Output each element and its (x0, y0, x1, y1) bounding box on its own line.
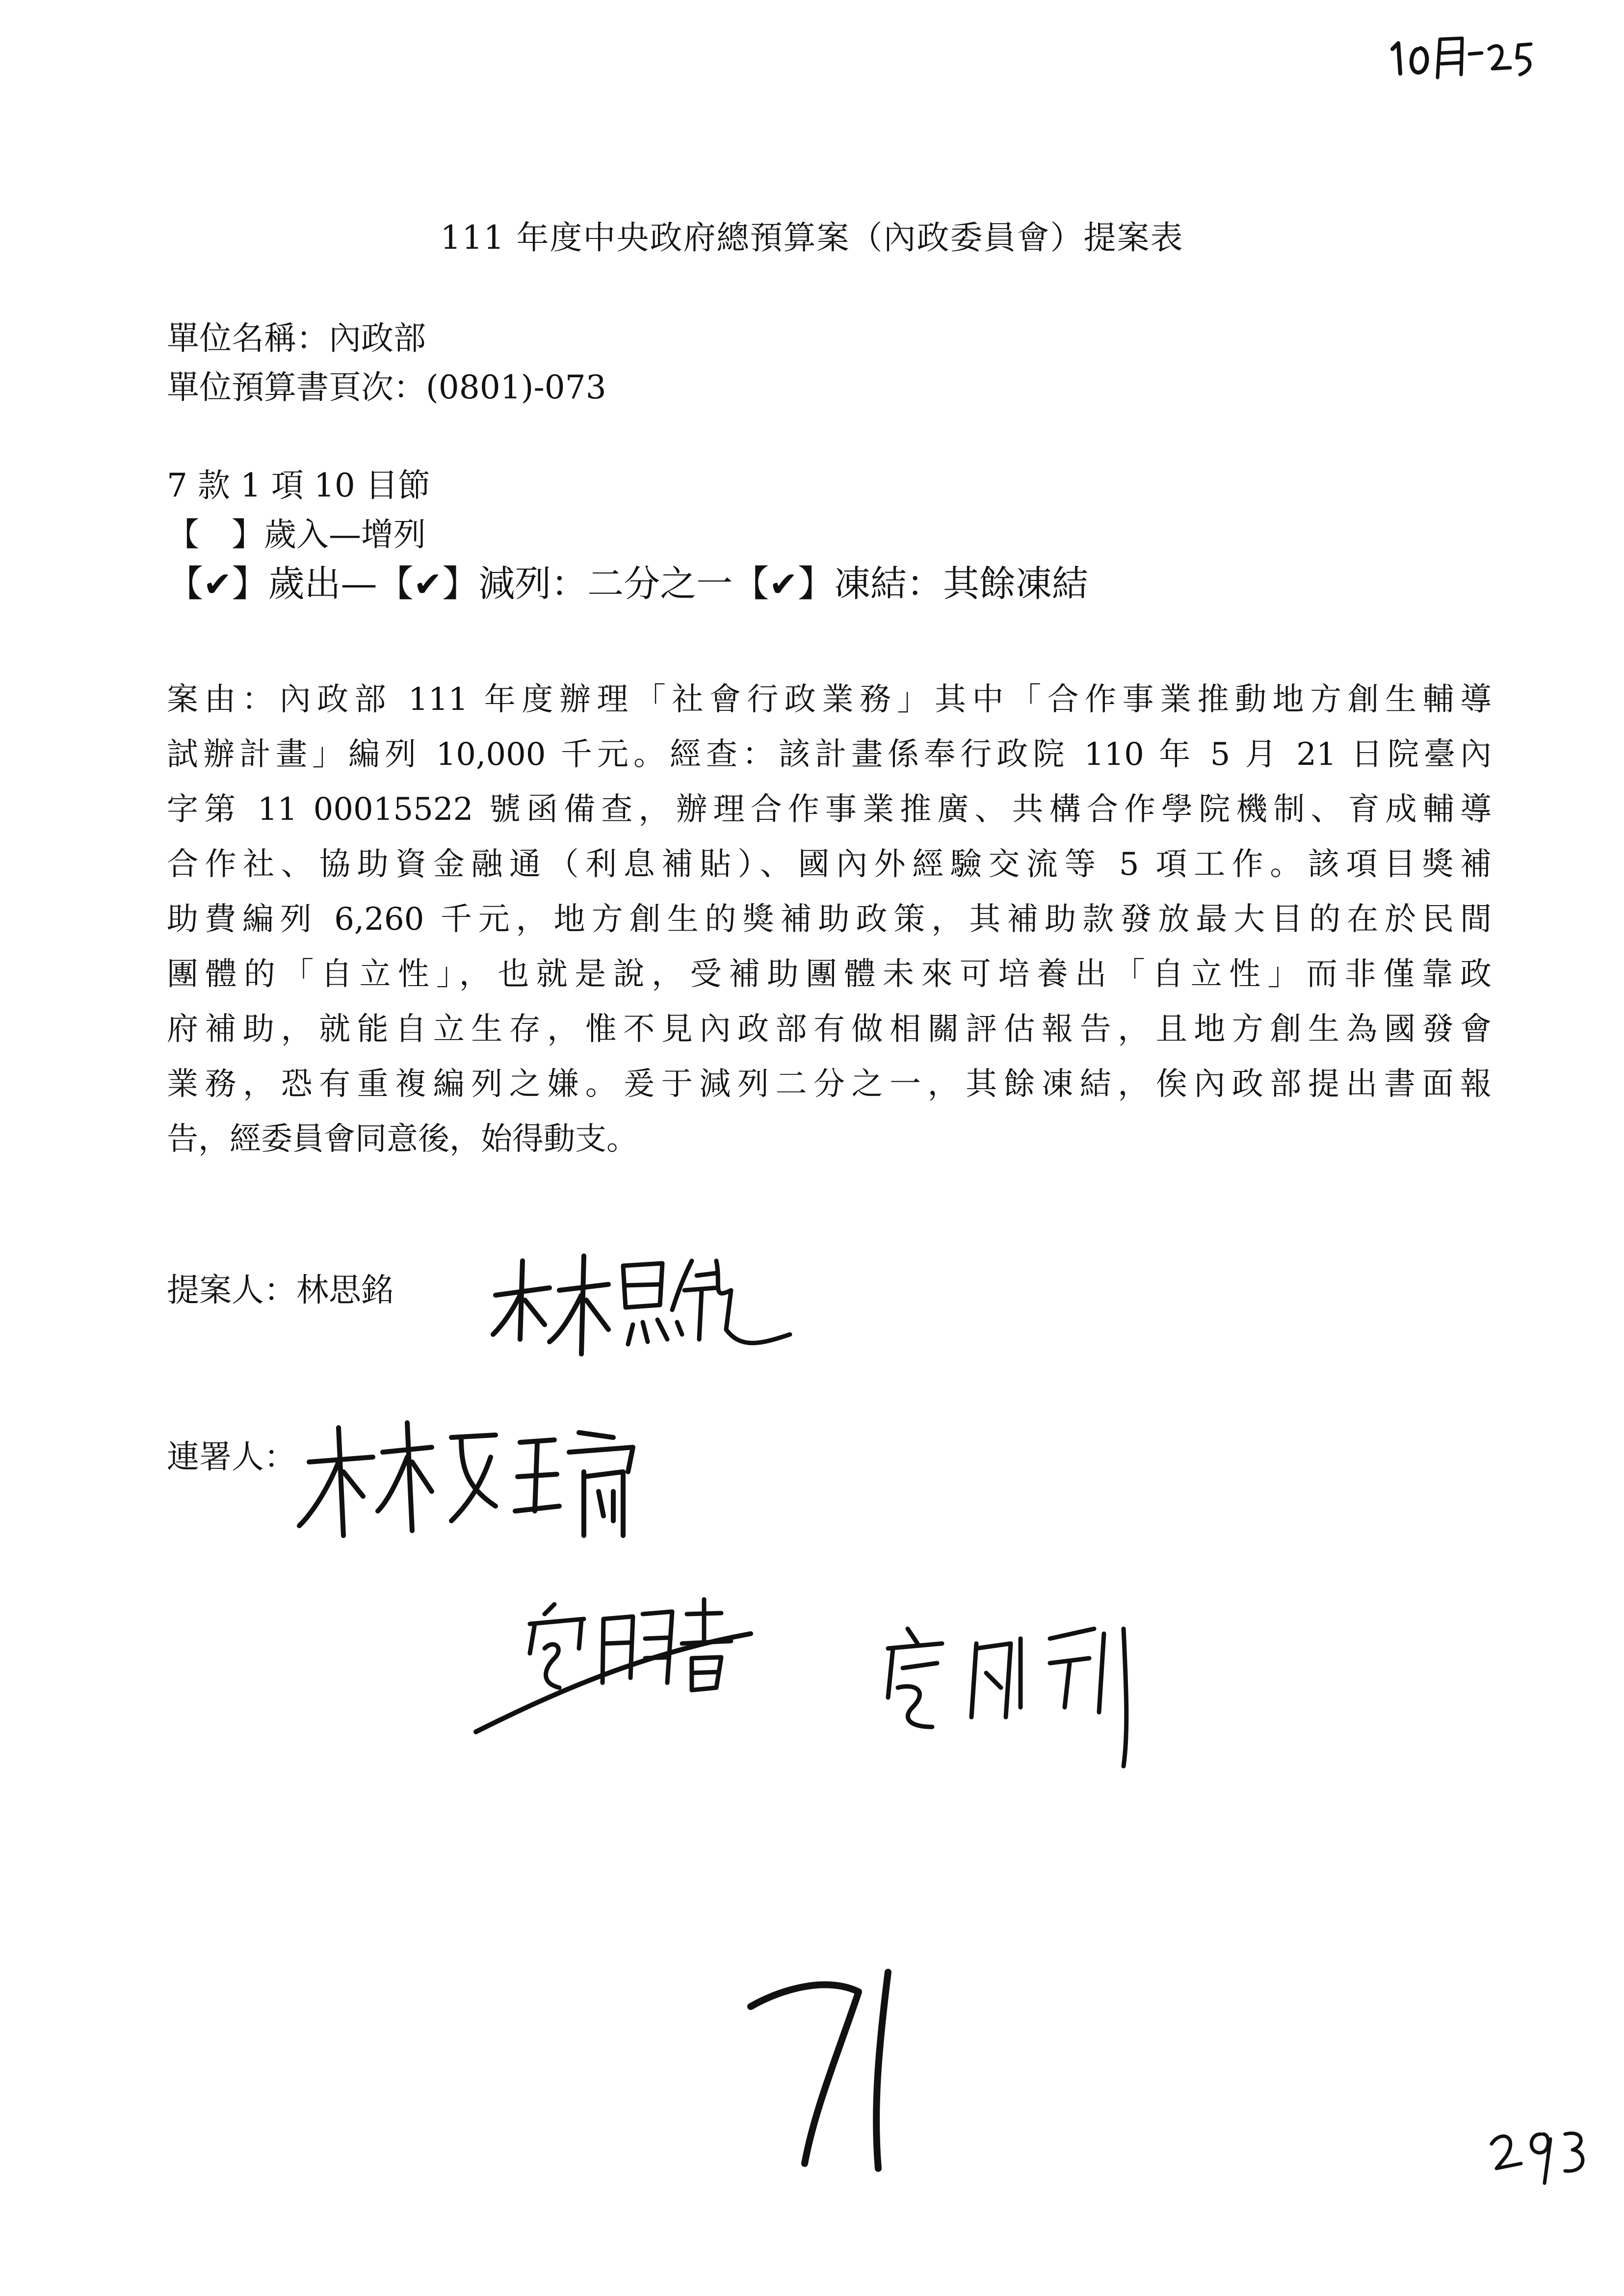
expenditure-checkbox: 【✔】 (167, 563, 268, 605)
cosigner-signature-3 (873, 1609, 1148, 1786)
reason-line: 業務，恐有重複編列之嫌。爰于減列二分之一，其餘凍結，俟內政部提出書面報 (167, 1066, 1492, 1102)
cosigner-signature-2 (456, 1585, 800, 1747)
check-mark-icon: ✔ (413, 564, 443, 604)
proposer-signature (486, 1241, 800, 1383)
reason-paragraph (167, 672, 1492, 1167)
reason-line: 字第 11 00015522 號函備查，辦理合作事業推廣、共構合作學院機制、育成輔導 (167, 791, 1492, 828)
document-title: 111 年度中央政府總預算案（內政委員會）提案表 (440, 219, 1184, 257)
unit-name-value: 內政部 (329, 319, 426, 357)
cosigner-label: 連署人： (167, 1438, 296, 1476)
reason-line: 試辦計畫」編列 10,000 千元。經查：該計畫係奉行政院 110 年 5 月 21 日院臺內 (167, 736, 1492, 773)
check-mark-icon: ✔ (203, 564, 232, 604)
page-number-annotation (1482, 2114, 1609, 2198)
proposer-line (167, 1266, 393, 1315)
reason-line: 合作社、協助資金融通（利息補貼）、國內外經驗交流等 5 項工作。該項目獎補 (167, 846, 1492, 883)
unit-name-line (167, 314, 426, 363)
check-mark-icon: ✔ (769, 564, 798, 604)
reason-line: 府補助，就能自立生存，惟不見內政部有做相關評估報告，且地方創生為國發會 (167, 1011, 1492, 1047)
reduction-checkbox: 【✔】 (377, 563, 479, 605)
handwritten-number (731, 1953, 937, 2188)
reason-line: 團體的「自立性」，也就是說，受補助團體未來可培養出「自立性」而非僅靠政 (167, 956, 1492, 992)
reduction-label: 減列：二分之一 (478, 563, 733, 605)
freeze-checkbox: 【✔】 (733, 563, 834, 605)
revenue-checkbox: 【 】 (167, 516, 264, 553)
proposer-name: 林思銘 (296, 1271, 393, 1309)
expenditure-label: 歲出— (268, 563, 377, 605)
expenditure-row (167, 559, 1088, 609)
reason-line: 助費編列 6,260 千元，地方創生的獎補助政策，其補助款發放最大目的在於民間 (167, 901, 1492, 938)
unit-name-label: 單位名稱： (167, 319, 329, 357)
unit-page-value: (0801)-073 (426, 368, 606, 406)
unit-page-label: 單位預算書頁次： (167, 368, 426, 406)
top-handwritten-annotation (1384, 20, 1560, 93)
unit-page-line (167, 363, 606, 412)
proposer-label: 提案人： (167, 1271, 296, 1309)
revenue-row (167, 510, 426, 559)
budget-item-line: 7 款 1 項 10 目節 (167, 467, 430, 504)
cosigner-signature-1 (289, 1408, 692, 1565)
revenue-label: 歲入—增列 (264, 516, 426, 553)
freeze-label: 凍結：其餘凍結 (834, 563, 1088, 605)
reason-line: 告，經委員會同意後，始得動支。 (167, 1121, 638, 1157)
reason-line: 案由：內政部 111 年度辦理「社會行政業務」其中「合作事業推動地方創生輔導 (167, 681, 1492, 718)
